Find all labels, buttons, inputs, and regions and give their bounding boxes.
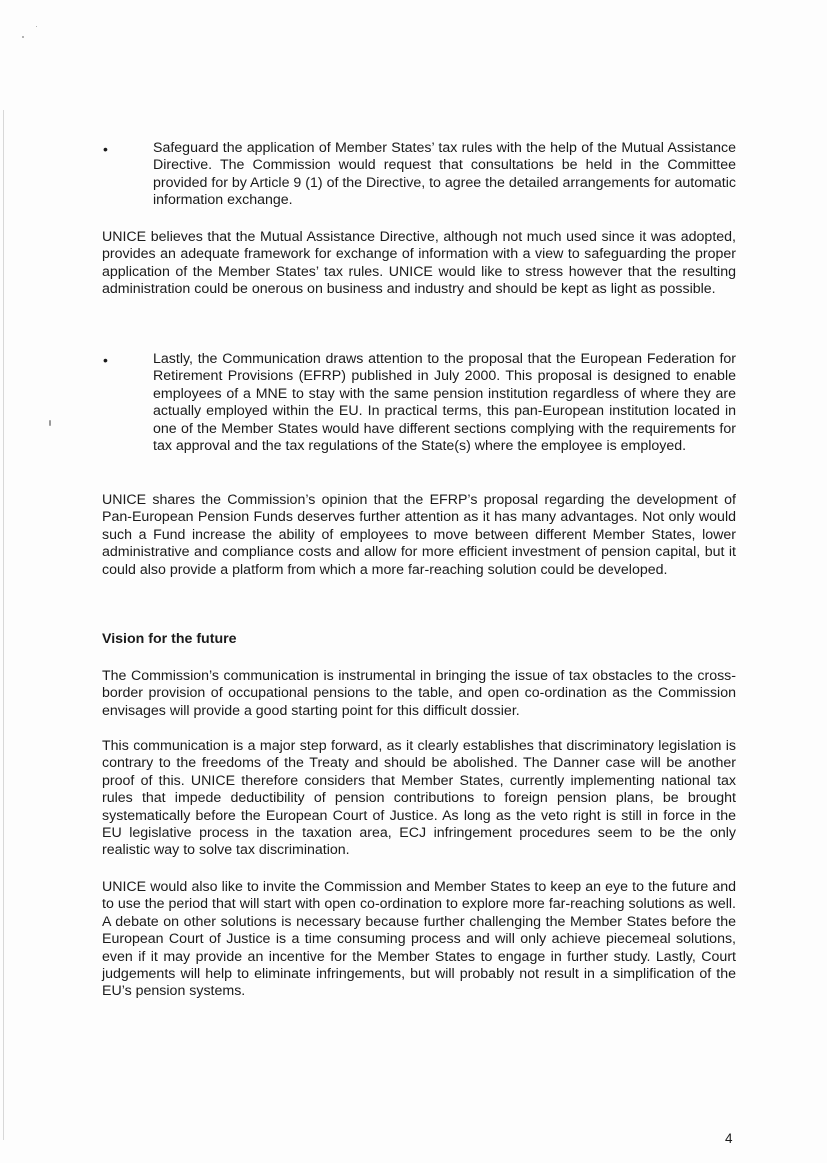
scan-speck: [49, 420, 51, 426]
section-heading-vision: Vision for the future: [102, 631, 237, 647]
paragraph-discriminatory-legislation: This communication is a major step forward, as it clearly establishes that discriminatory legislation is contrary to the freedoms of the Treaty and should be abolished. The Danner case will be another proof of this. UNICE therefore considers that Member States, currently implementing national tax rules that impede deductibility of pension contributions to foreign pension plans, be brought systematically before the European Court of Justice. As long as the veto right is still in force in the EU legislative process in the taxation area, ECJ infringement procedures seem to be the only realistic way to solve tax discrimination.: [102, 738, 736, 859]
scan-speck: [36, 26, 37, 27]
bullet-item-efrp-proposal: Lastly, the Communication draws attention to the proposal that the European Federation for Retirement Provisions (EFRP) published in July 2000. This proposal is designed to enable employees of a MNE to stay with the same pension institution regardless of where they are actually employed within the EU. In practical terms, this pan-European institution located in one of the Member States would have different sections complying with the requirements for tax approval and the tax regulations of the State(s) where the employee is employed.: [153, 351, 736, 455]
paragraph-unice-efrp-opinion: UNICE shares the Commission’s opinion that the EFRP’s proposal regarding the development of Pan-European Pension Funds deserves further attention as it has many advantages. Not only would such a Fund increase the ability of employees to move between different Member States, lower administrative and compliance costs and allow for more efficient investment of pension capital, but it could also provide a platform from which a more far-reaching solution could be developed.: [102, 492, 736, 578]
paragraph-far-reaching-solutions: UNICE would also like to invite the Commission and Member States to keep an eye to the future and to use the period that will start with open co-ordination to explore more far-reaching solutions as well. A debate on other solutions is necessary because further challenging the Member States before the European Court of Justice is a time consuming process and will only achieve piecemeal solutions, even if it may provide an incentive for the Member States to engage in further study. Lastly, Court judgements will help to eliminate infringements, but will probably not result in a simplification of the EU’s pension systems.: [102, 879, 736, 1000]
scan-edge-line: [3, 110, 4, 1140]
paragraph-commission-communication: The Commission’s communication is instrumental in bringing the issue of tax obstacles to the cross-border provision of occupational pensions to the table, and open co-ordination as the Commission envisages will provide a good starting point for this difficult dossier.: [102, 668, 736, 719]
paragraph-unice-mutual-assistance: UNICE believes that the Mutual Assistance Directive, although not much used since it was adopted, provides an adequate framework for exchange of information with a view to safeguarding the proper application of the Member States’ tax rules. UNICE would like to stress however that the resulting administration could be onerous on business and industry and should be kept as light as possible.: [102, 229, 736, 298]
bullet-marker: •: [103, 352, 108, 368]
bullet-item-mutual-assistance: Safeguard the application of Member States’ tax rules with the help of the Mutual Assistance Directive. The Commission would request that consultations be held in the Committee provided for by Article 9 (1) of the Directive, to agree the detailed arrangements for automatic information exchange.: [153, 140, 736, 209]
bullet-marker: •: [103, 141, 108, 157]
scan-speck: [22, 36, 24, 38]
page-number: 4: [725, 1131, 733, 1146]
